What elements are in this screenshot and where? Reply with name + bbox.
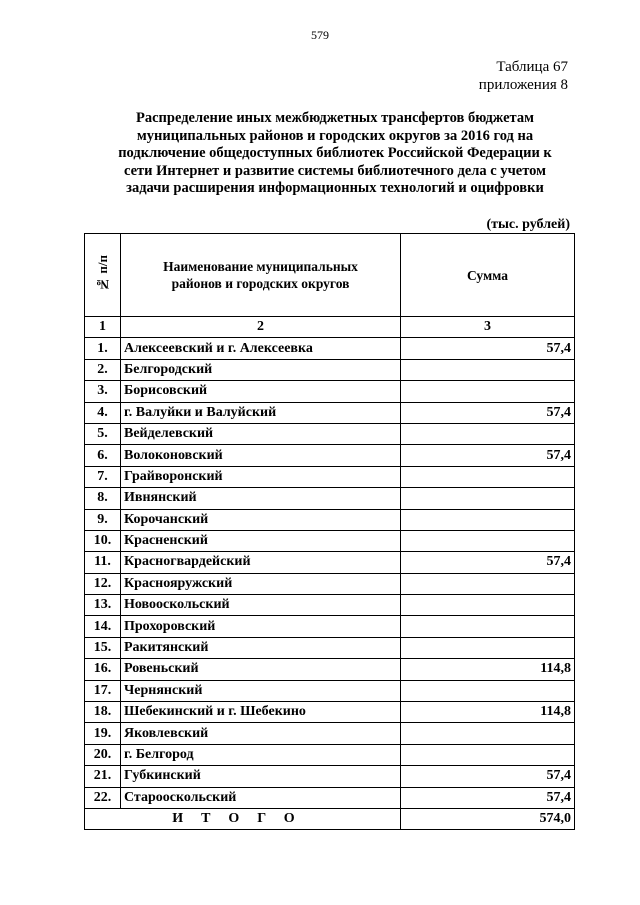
table-row bbox=[85, 573, 575, 594]
row-name: Шебекинский и г. Шебекино bbox=[121, 702, 401, 723]
title-line-5: задачи расширения информационных технологий и оцифровки bbox=[126, 180, 544, 196]
row-sum bbox=[401, 616, 575, 637]
row-name: Волоконовский bbox=[121, 445, 401, 466]
table-row bbox=[85, 723, 575, 744]
table-row bbox=[85, 680, 575, 701]
row-number: 7. bbox=[85, 466, 121, 487]
column-index: 3 bbox=[401, 317, 575, 338]
row-name: Алексеевский и г. Алексеевка bbox=[121, 338, 401, 359]
row-number: 17. bbox=[85, 680, 121, 701]
column-index-row bbox=[85, 317, 575, 338]
row-sum bbox=[401, 573, 575, 594]
header-name-line2: районов и городских округов bbox=[171, 276, 350, 291]
header-number-label: № п/п bbox=[95, 254, 110, 292]
units-label: (тыс. рублей) bbox=[486, 217, 570, 232]
row-number: 13. bbox=[85, 595, 121, 616]
table-row bbox=[85, 616, 575, 637]
row-number: 3. bbox=[85, 381, 121, 402]
table-row bbox=[85, 744, 575, 765]
row-number: 21. bbox=[85, 766, 121, 787]
row-number: 22. bbox=[85, 787, 121, 808]
row-number: 15. bbox=[85, 637, 121, 658]
row-sum: 114,8 bbox=[401, 702, 575, 723]
row-name: Старооскольский bbox=[121, 787, 401, 808]
row-name: Яковлевский bbox=[121, 723, 401, 744]
row-name: Краснояружский bbox=[121, 573, 401, 594]
row-name: Красногвардейский bbox=[121, 552, 401, 573]
row-sum bbox=[401, 509, 575, 530]
table-row bbox=[85, 381, 575, 402]
table-row bbox=[85, 766, 575, 787]
row-name: Грайворонский bbox=[121, 466, 401, 487]
table-row bbox=[85, 702, 575, 723]
total-row bbox=[85, 808, 575, 829]
table-reference bbox=[479, 58, 568, 94]
row-name: Губкинский bbox=[121, 766, 401, 787]
row-sum bbox=[401, 680, 575, 701]
row-name: Ровеньский bbox=[121, 659, 401, 680]
row-number: 4. bbox=[85, 402, 121, 423]
row-name: Прохоровский bbox=[121, 616, 401, 637]
row-number: 9. bbox=[85, 509, 121, 530]
row-number: 2. bbox=[85, 359, 121, 380]
table-ref-line1: Таблица 67 bbox=[496, 59, 568, 75]
row-sum bbox=[401, 637, 575, 658]
row-name: Красненский bbox=[121, 530, 401, 551]
row-name: г. Валуйки и Валуйский bbox=[121, 402, 401, 423]
row-name: Вейделевский bbox=[121, 423, 401, 444]
row-name: Корочанский bbox=[121, 509, 401, 530]
row-sum bbox=[401, 723, 575, 744]
row-sum: 57,4 bbox=[401, 445, 575, 466]
table-row bbox=[85, 659, 575, 680]
title-line-4: сети Интернет и развитие системы библиотечного дела с учетом bbox=[123, 162, 546, 179]
row-sum bbox=[401, 488, 575, 509]
row-number: 10. bbox=[85, 530, 121, 551]
row-sum bbox=[401, 423, 575, 444]
table-row bbox=[85, 509, 575, 530]
row-number: 19. bbox=[85, 723, 121, 744]
total-sum: 574,0 bbox=[401, 808, 575, 829]
row-number: 11. bbox=[85, 552, 121, 573]
row-sum: 57,4 bbox=[401, 338, 575, 359]
header-name bbox=[121, 234, 401, 317]
row-sum bbox=[401, 466, 575, 487]
table-row bbox=[85, 402, 575, 423]
total-label: ИТОГО bbox=[85, 808, 401, 829]
header-name-line1: Наименование муниципальных bbox=[163, 259, 358, 274]
row-number: 18. bbox=[85, 702, 121, 723]
row-name: Ракитянский bbox=[121, 637, 401, 658]
row-sum: 57,4 bbox=[401, 766, 575, 787]
row-sum: 114,8 bbox=[401, 659, 575, 680]
row-sum bbox=[401, 530, 575, 551]
page-number: 579 bbox=[311, 28, 329, 42]
row-sum: 57,4 bbox=[401, 787, 575, 808]
row-name: Белгородский bbox=[121, 359, 401, 380]
row-sum bbox=[401, 744, 575, 765]
column-index: 2 bbox=[121, 317, 401, 338]
row-sum: 57,4 bbox=[401, 552, 575, 573]
row-number: 12. bbox=[85, 573, 121, 594]
row-number: 14. bbox=[85, 616, 121, 637]
row-number: 6. bbox=[85, 445, 121, 466]
document-title bbox=[90, 110, 580, 198]
table-row bbox=[85, 445, 575, 466]
row-number: 1. bbox=[85, 338, 121, 359]
row-name: Борисовский bbox=[121, 381, 401, 402]
title-line-1: Распределение иных межбюджетных трансфертов бюджетам bbox=[136, 110, 534, 126]
table-row bbox=[85, 359, 575, 380]
table-row bbox=[85, 552, 575, 573]
row-number: 5. bbox=[85, 423, 121, 444]
distribution-table bbox=[84, 233, 575, 830]
table-header-row bbox=[85, 234, 575, 317]
row-sum bbox=[401, 381, 575, 402]
table-row bbox=[85, 637, 575, 658]
table-row bbox=[85, 338, 575, 359]
table-row bbox=[85, 423, 575, 444]
table-row bbox=[85, 466, 575, 487]
row-number: 8. bbox=[85, 488, 121, 509]
row-name: Ивнянский bbox=[121, 488, 401, 509]
row-sum: 57,4 bbox=[401, 402, 575, 423]
row-name: Чернянский bbox=[121, 680, 401, 701]
row-sum bbox=[401, 359, 575, 380]
column-index: 1 bbox=[85, 317, 121, 338]
table-row bbox=[85, 595, 575, 616]
row-sum bbox=[401, 595, 575, 616]
row-name: г. Белгород bbox=[121, 744, 401, 765]
header-number bbox=[85, 234, 121, 317]
table-ref-line2: приложения 8 bbox=[478, 77, 568, 93]
title-line-2: муниципальных районов и городских округов за 2016 год на bbox=[136, 127, 534, 144]
table-row bbox=[85, 488, 575, 509]
row-name: Новооскольский bbox=[121, 595, 401, 616]
table-row bbox=[85, 530, 575, 551]
row-number: 16. bbox=[85, 659, 121, 680]
header-sum: Сумма bbox=[401, 234, 575, 317]
title-line-3: подключение общедоступных библиотек Российской Федерации к bbox=[118, 145, 552, 161]
table-row bbox=[85, 787, 575, 808]
row-number: 20. bbox=[85, 744, 121, 765]
